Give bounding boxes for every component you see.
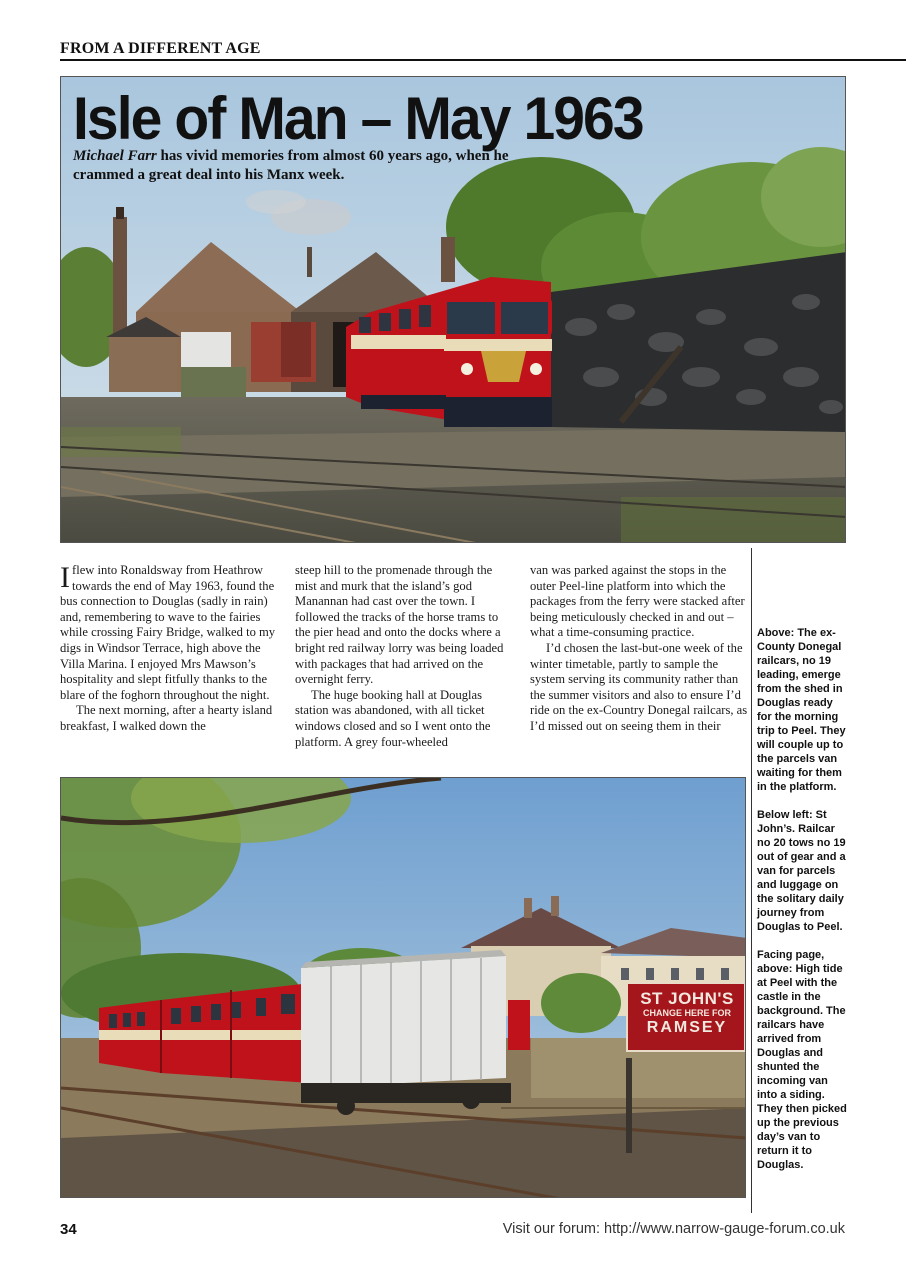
st-johns-photo-illustration bbox=[61, 778, 746, 1198]
caption-below-left: Below left: St John’s. Railcar no 20 tows no 19 out of gear and a van for parcels and luggage on the solitary daily journey from Douglas to Peel. bbox=[757, 809, 846, 933]
forum-footer: Visit our forum: http://www.narrow-gauge-forum.co.uk bbox=[502, 1221, 845, 1237]
col2-paragraph-1: steep hill to the promenade through the mist and murk that the island’s god Manannan had cast over the town. I followed the tracks of the horse trams to the pier head and onto the docks where a bright red railway lorry was being loaded with packages that had arrived on the overnight ferry. bbox=[295, 563, 504, 687]
col1-paragraph-1: flew into Ronaldsway from Heathrow towards the end of May 1963, found the bus connection to Douglas (sadly in rain) and, remembering to wave to the fairies while crossing Fairy Bridge, walked to my digs in Windsor Terrace, high above the Villa Marina. I enjoyed Mrs Mawson’s hospitality and slept fitfully thanks to the blare of the foghorn throughout the night. bbox=[60, 563, 276, 702]
body-column-3 bbox=[530, 563, 748, 735]
sign-line-3: RAMSEY bbox=[646, 1019, 728, 1036]
st-johns-photo bbox=[60, 777, 746, 1198]
standfirst-author: Michael Farr bbox=[73, 148, 157, 164]
caption-divider bbox=[751, 548, 752, 1213]
body-column-2 bbox=[295, 563, 513, 750]
drop-cap: I bbox=[60, 561, 70, 594]
photo-captions bbox=[757, 626, 849, 1186]
headline: Isle of Man – May 1963 bbox=[73, 85, 643, 152]
caption-facing-page: Facing page, above: High tide at Peel with the castle in the background. The railcars have arrived from Douglas and shunted the incoming van into a siding. They then picked up the previous day’s van to return it to Douglas. bbox=[757, 949, 847, 1171]
station-sign bbox=[633, 990, 741, 1036]
heading-rule bbox=[60, 59, 906, 61]
col3-paragraph-1: van was parked against the stops in the outer Peel-line platform into which the packages from the ferry were stacked after being meticulously checked in and out – what a time-consuming practice. bbox=[530, 563, 745, 640]
col1-paragraph-2: The next morning, after a hearty island breakfast, I walked down the bbox=[60, 703, 273, 733]
section-heading: FROM A DIFFERENT AGE bbox=[60, 40, 261, 57]
body-column-1 bbox=[60, 563, 278, 735]
standfirst-text: has vivid memories from almost 60 years ago, when he crammed a great deal into his Manx week. bbox=[73, 148, 509, 183]
page-number: 34 bbox=[60, 1221, 77, 1238]
caption-above: Above: The ex-County Donegal railcars, no 19 leading, emerge from the shed in Douglas ready for the morning trip to Peel. They will couple up to the parcels van waiting for them in the platform. bbox=[757, 627, 846, 793]
sign-line-2: CHANGE HERE FOR bbox=[642, 1008, 731, 1018]
col2-paragraph-2: The huge booking hall at Douglas station was abandoned, with all ticket windows closed and so I went onto the platform. A grey four-wheeled bbox=[295, 687, 491, 749]
col3-paragraph-2: I’d chosen the last-but-one week of the winter timetable, partly to sample the system serving its community rather than the summer visitors and also to ensure I’d ride on the ex-Country Donegal railcars, as I’d missed out on seeing them in their bbox=[530, 640, 748, 733]
hero-photo bbox=[60, 76, 846, 543]
standfirst bbox=[73, 147, 543, 185]
sign-line-1: ST JOHN'S bbox=[640, 989, 734, 1008]
